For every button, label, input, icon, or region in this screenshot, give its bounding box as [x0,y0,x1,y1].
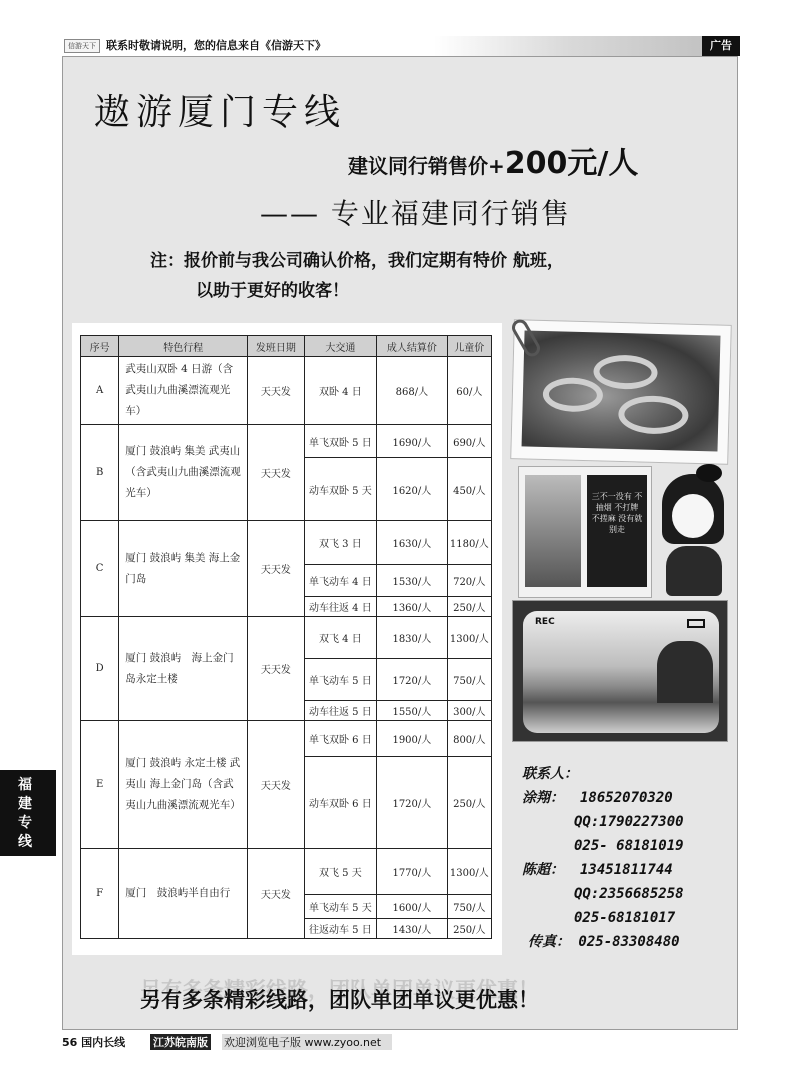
top-header-bar [62,36,738,56]
magazine-logo: 信游天下 [64,39,100,53]
table-header-row [81,336,492,357]
route-adult-price: 1620/人 [377,458,448,521]
route-transport: 动车往返 5 日 [304,701,377,721]
route-transport: 单飞动车 4 日 [304,565,377,597]
route-adult-price: 1360/人 [377,597,448,617]
route-desc: 武夷山双卧 4 日游（含武夷山九曲溪漂流观光车） [119,357,248,425]
route-adult-price: 1770/人 [377,849,448,895]
bow-icon [696,464,722,482]
route-id: D [81,617,119,721]
side-tab-char: 线 [18,834,32,850]
route-child-price: 750/人 [447,659,491,701]
route-child-price: 1180/人 [447,521,491,565]
route-table-box [72,323,502,955]
route-adult-price: 1430/人 [377,919,448,939]
battery-icon [687,619,705,628]
route-adult-price: 1720/人 [377,659,448,701]
route-adult-price: 868/人 [377,357,448,425]
sign-photo [518,466,652,598]
contact-fax: 传真： 025-83308480 [528,934,680,950]
ad-note [150,246,564,306]
route-transport: 单飞动车 5 天 [304,895,377,919]
col-header-no: 序号 [81,336,119,357]
header-note: 联系时敬请说明，您的信息来自《信游天下》 [106,39,326,52]
rock-silhouette [657,641,713,703]
ad-headline: 遨游厦门专线 [94,92,347,133]
route-adult-price: 1530/人 [377,565,448,597]
route-id: A [81,357,119,425]
col-header-child-price: 儿童价 [447,336,491,357]
kiosk-image [525,475,581,587]
route-transport: 双飞 3 日 [304,521,377,565]
contact-2-name: 陈超： [522,862,564,878]
route-schedule: 天天发 [248,721,304,849]
route-desc: 厦门 鼓浪屿 海上金门岛永定土楼 [119,617,248,721]
route-child-price: 60/人 [447,357,491,425]
route-adult-price: 1600/人 [377,895,448,919]
contact-2-phone: 13451811744 [580,862,673,878]
route-id: F [81,849,119,939]
route-transport: 动车双卧 5 天 [304,458,377,521]
route-transport: 动车双卧 6 日 [304,757,377,849]
route-child-price: 690/人 [447,425,491,458]
table-row [81,425,492,458]
col-header-transport: 大交通 [304,336,377,357]
route-desc: 厦门 鼓浪屿 集美 海上金门岛 [119,521,248,617]
route-adult-price: 1550/人 [377,701,448,721]
table-row [81,617,492,659]
route-adult-price: 1630/人 [377,521,448,565]
rule-sign: 三不一没有 不抽烟 不打牌 不搓麻 没有就别走 [587,475,647,587]
route-child-price: 250/人 [447,757,491,849]
side-section-tab [0,770,56,856]
table-row [81,849,492,895]
table-row [81,357,492,425]
contact-1-qq: QQ:1790227300 [574,814,684,830]
tulou-ring [618,395,689,435]
route-adult-price: 1690/人 [377,425,448,458]
table-row [81,721,492,757]
side-tab-char: 福 [18,777,32,793]
contact-1-phone: 18652070320 [580,790,673,806]
contact-title: 联系人： [522,766,578,782]
rec-label: REC [535,617,555,627]
table-row [81,521,492,565]
route-adult-price: 1830/人 [377,617,448,659]
website-link[interactable]: 欢迎浏览电子版 www.zyoo.net [222,1034,392,1050]
route-transport: 往返动车 5 日 [304,919,377,939]
col-header-schedule: 发班日期 [248,336,304,357]
contact-2-tel: 025-68181017 [574,910,676,926]
price-hint [348,138,638,182]
route-transport: 动车往返 4 日 [304,597,377,617]
route-schedule: 天天发 [248,617,304,721]
route-adult-price: 1900/人 [377,721,448,757]
route-child-price: 1300/人 [447,617,491,659]
route-schedule: 天天发 [248,521,304,617]
route-child-price: 800/人 [447,721,491,757]
ad-tag: 广告 [702,36,740,56]
price-hint-amount: 200元/人 [504,146,639,181]
route-id: B [81,425,119,521]
edition-badge: 江苏皖南版 [150,1034,211,1050]
route-desc: 厦门 鼓浪屿 永定土楼 武夷山 海上金门岛（含武夷山九曲溪漂流观光车） [119,721,248,849]
route-child-price: 720/人 [447,565,491,597]
route-schedule: 天天发 [248,849,304,939]
page-number: 56 国内长线 [62,1036,126,1049]
route-transport: 双卧 4 日 [304,357,377,425]
col-header-itinerary: 特色行程 [119,336,248,357]
route-transport: 双飞 4 日 [304,617,377,659]
contact-1-name: 涂翔： [522,790,564,806]
route-desc: 厦门 鼓浪屿 集美 武夷山（含武夷山九曲溪漂流观光车） [119,425,248,521]
coast-photo [512,600,728,742]
route-id: E [81,721,119,849]
route-transport: 单飞动车 5 日 [304,659,377,701]
route-transport: 单飞双卧 5 日 [304,425,377,458]
contact-1-tel: 025- 68181019 [574,838,684,854]
route-transport: 双飞 5 天 [304,849,377,895]
route-child-price: 250/人 [447,597,491,617]
bottom-promo-line: 另有多条精彩线路，团队单团单议更优惠！ [140,988,539,1012]
tulou-ring [542,377,603,413]
tulou-ring [593,354,658,390]
side-tab-char: 专 [18,815,32,831]
price-hint-prefix: 建议同行销售价+ [348,154,505,178]
route-child-price: 250/人 [447,919,491,939]
cartoon-girl-illustration [652,460,734,600]
tulou-photo [510,319,732,465]
ad-note-line-1: 注：报价前与我公司确认价格，我们定期有特价 航班， [150,251,564,271]
route-child-price: 750/人 [447,895,491,919]
route-price-table [80,335,492,939]
route-schedule: 天天发 [248,357,304,425]
route-adult-price: 1720/人 [377,757,448,849]
route-desc: 厦门 鼓浪屿半自由行 [119,849,248,939]
route-child-price: 1300/人 [447,849,491,895]
route-transport: 单飞双卧 6 日 [304,721,377,757]
route-schedule: 天天发 [248,425,304,521]
route-child-price: 450/人 [447,458,491,521]
contact-2-qq: QQ:2356685258 [574,886,684,902]
route-child-price: 300/人 [447,701,491,721]
side-tab-char: 建 [18,796,32,812]
ad-slogan: —— 专业福建同行销售 [260,197,571,230]
ad-note-line-2: 以助于更好的收客！ [196,281,349,301]
tulou-image [522,330,721,451]
page-footer [62,1034,392,1048]
col-header-adult-price: 成人结算价 [377,336,448,357]
route-id: C [81,521,119,617]
